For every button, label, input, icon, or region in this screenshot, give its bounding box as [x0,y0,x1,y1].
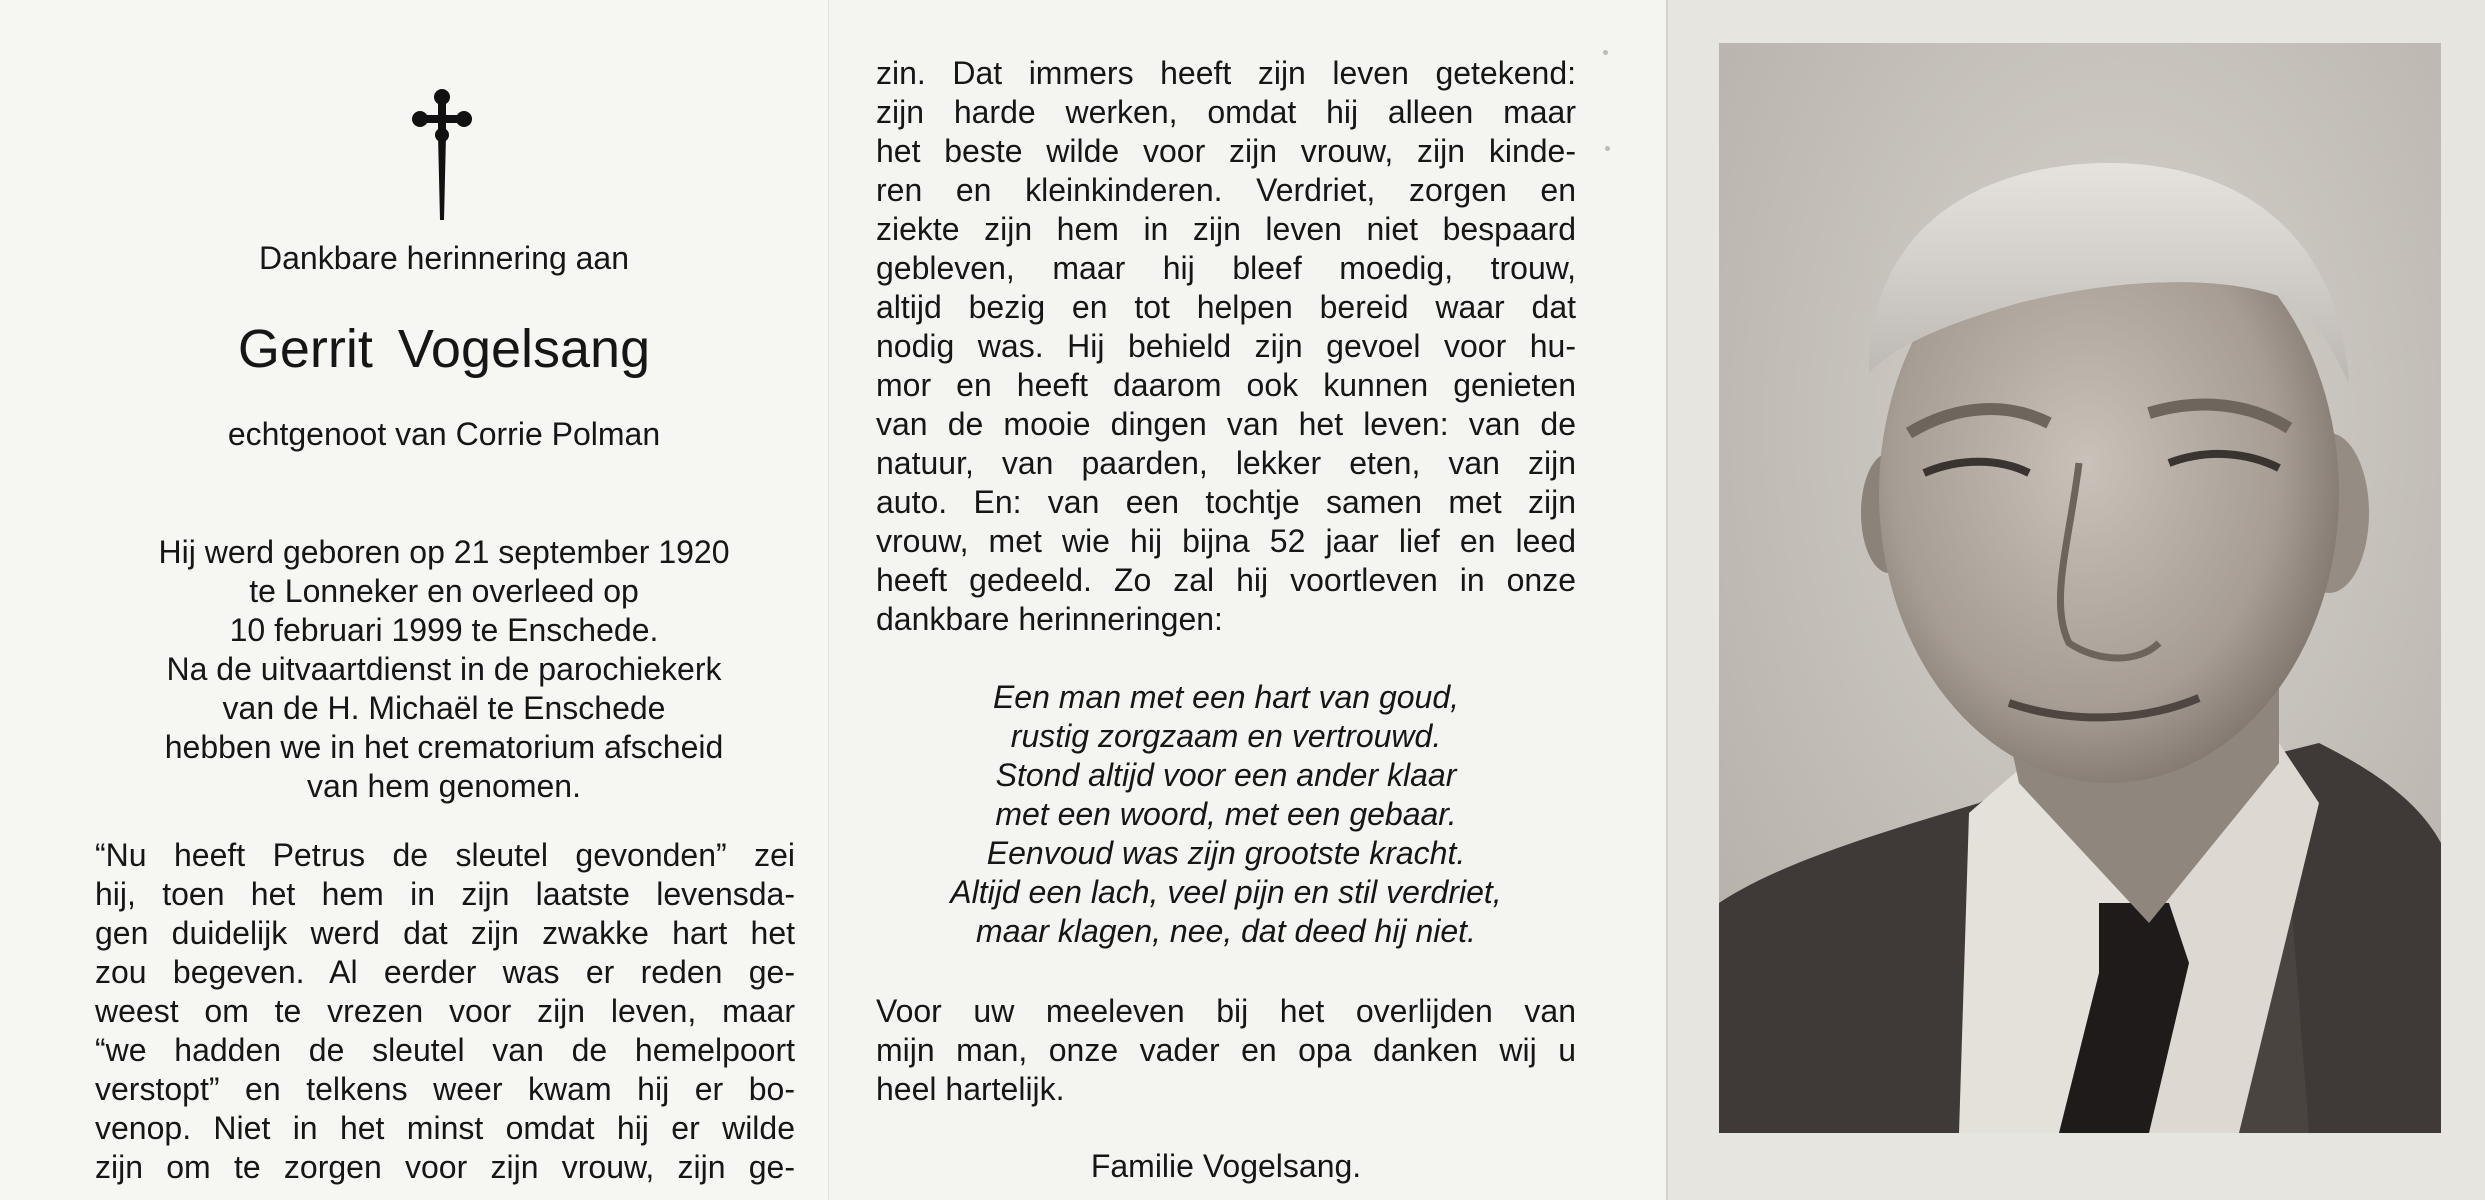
text-line: zin. Dat immers heeft zijn leven getekend: [876,55,1576,91]
text-line: mor en heeft daarom ook kunnen genieten [876,367,1576,403]
poem-line: maar klagen, nee, dat deed hij niet. [976,913,1476,949]
bio-line: van de H. Michaël te Enschede [222,690,666,726]
text-line: gen duidelijk werd dat zijn zwakke hart het [95,915,795,951]
text-line: ren en kleinkinderen. Verdriet, zorgen en [876,172,1576,208]
text-line: hij, toen het hem in zijn laatste levensda- [95,876,795,912]
bio-line: Na de uitvaartdienst in de parochiekerk [166,651,722,687]
text-line: gebleven, maar hij bleef moedig, trouw, [876,250,1576,286]
biography-block [0,533,888,806]
text-line: heeft gedeeld. Zo zal hij voortleven in onze [876,562,1576,598]
speck [1603,50,1608,55]
text-line: het beste wilde voor zijn vrouw, zijn kinde- [876,133,1576,169]
text-line: weest om te vrezen voor zijn leven, maar [95,993,795,1029]
text-line: Voor uw meeleven bij het overlijden van [876,993,1576,1029]
poem-line: rustig zorgzaam en vertrouwd. [1010,718,1442,754]
bio-line: Hij werd geboren op 21 september 1920 [158,534,730,570]
text-line: auto. En: van een tochtje samen met zijn [876,484,1576,520]
cross-icon [410,85,474,225]
poem-line: Altijd een lach, veel pijn en stil verdriet, [950,874,1502,910]
text-line: van de mooie dingen van het leven: van de [876,406,1576,442]
text-line: vrouw, met wie hij bijna 52 jaar lief en leed [876,523,1576,559]
text-line: verstopt” en telkens weer kwam hij er bo- [95,1071,795,1107]
portrait-photo [1719,43,2441,1133]
poem [876,678,1576,951]
text-line: natuur, van paarden, lekker eten, van zijn [876,445,1576,481]
poem-line: Stond altijd voor een ander klaar [995,757,1457,793]
poem-line: Eenvoud was zijn grootste kracht. [986,835,1466,871]
intro-text: Dankbare herinnering aan [258,240,630,276]
bio-line: 10 februari 1999 te Enschede. [229,612,659,648]
text-line: zou begeven. Al eerder was er reden ge- [95,954,795,990]
text-line-last: heel hartelijk. [876,1071,1065,1107]
speck [1605,146,1610,151]
text-line-last: dankbare herinneringen: [876,601,1223,637]
bio-line: van hem genomen. [307,768,581,804]
poem-line: met een woord, met een gebaar. [995,796,1457,832]
text-line: zijn om te zorgen voor zijn vrouw, zijn ge- [95,1149,795,1185]
text-line: nodig was. Hij behield zijn gevoel voor hu- [876,328,1576,364]
text-line: venop. Niet in het minst omdat hij er wilde [95,1110,795,1146]
text-line: “Nu heeft Petrus de sleutel gevonden” zei [95,837,795,873]
deceased-name: Gerrit Vogelsang [237,319,651,379]
text-line: ziekte zijn hem in zijn leven niet bespaard [876,211,1576,247]
left-paragraph [95,836,795,1187]
text-line: altijd bezig en tot helpen bereid waar dat [876,289,1576,325]
poem-line: Een man met een hart van goud, [992,679,1460,715]
bio-line: hebben we in het crematorium afscheid [164,729,724,765]
signature: Familie Vogelsang. [1090,1148,1362,1184]
text-line: mijn man, onze vader en opa danken wij u [876,1032,1576,1068]
middle-paragraph [876,54,1576,639]
thanks-paragraph [876,992,1576,1109]
text-line: “we hadden de sleutel van de hemelpoort [95,1032,795,1068]
spouse-line: echtgenoot van Corrie Polman [227,416,661,452]
text-line: zijn harde werken, omdat hij alleen maar [876,94,1576,130]
bio-line: te Lonneker en overleed op [249,573,639,609]
